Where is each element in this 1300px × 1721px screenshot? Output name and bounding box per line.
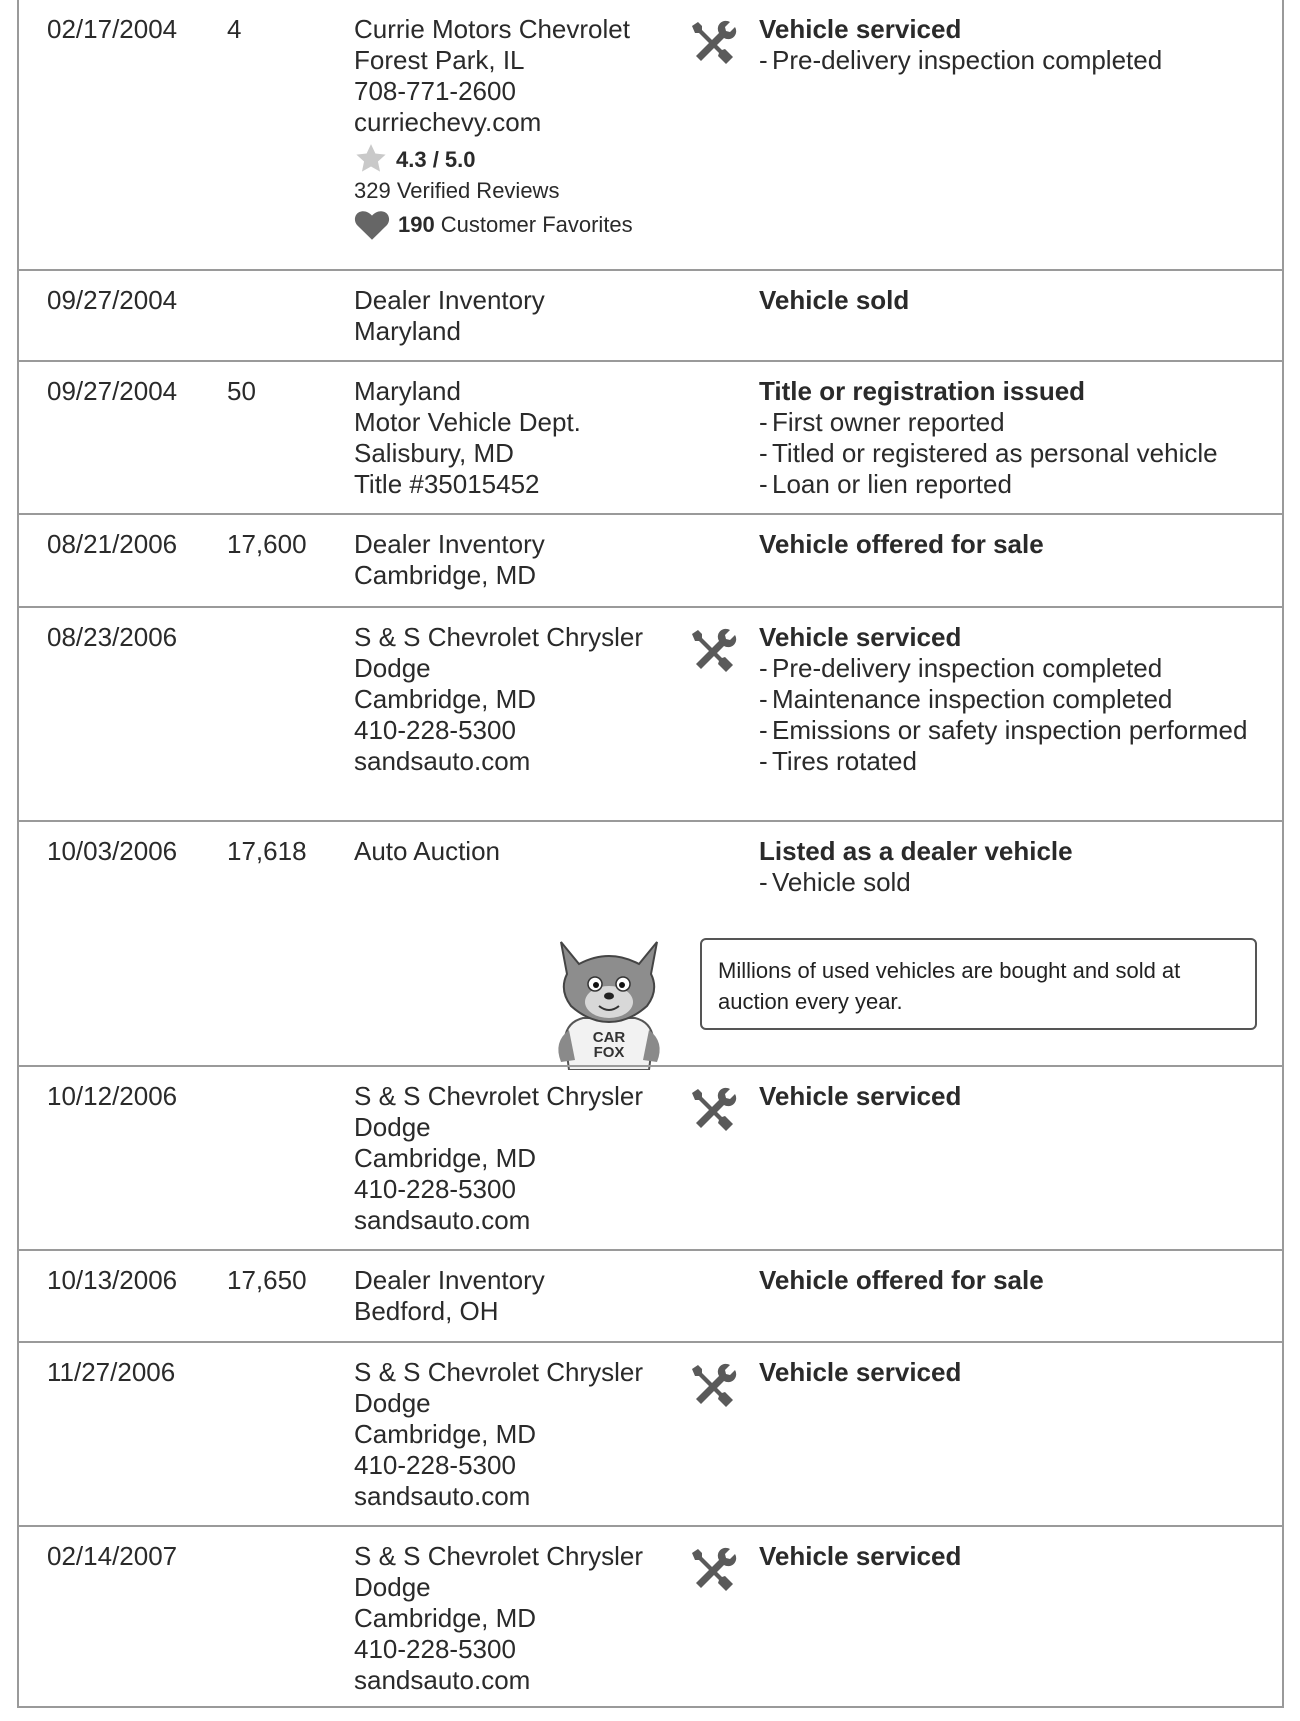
source-phone[interactable]: 410-228-5300 — [354, 1174, 516, 1204]
service-wrench-icon — [686, 18, 738, 70]
source-location: Cambridge, MD — [354, 1143, 537, 1173]
source-phone[interactable]: 410-228-5300 — [354, 715, 516, 745]
source-name[interactable]: S & S Chevrolet Chrysler — [354, 1081, 643, 1111]
event-title: Vehicle serviced — [759, 1357, 962, 1387]
source-name-cont[interactable]: Dodge — [354, 1572, 431, 1602]
record-odometer: 4 — [227, 14, 242, 44]
history-record — [19, 1249, 1282, 1341]
event-detail: - Maintenance inspection completed — [759, 684, 1279, 715]
record-comments — [759, 529, 1279, 560]
source-location: Forest Park, IL — [354, 45, 525, 75]
record-odometer: 17,650 — [227, 1265, 307, 1295]
event-title: Listed as a dealer vehicle — [759, 836, 1073, 866]
record-comments — [759, 285, 1279, 316]
event-detail: - Loan or lien reported — [759, 469, 1279, 500]
history-record — [19, 1341, 1282, 1525]
verified-reviews-link[interactable]: 329 Verified Reviews — [354, 178, 560, 203]
carfox-mascot-image — [539, 930, 679, 1070]
event-title: Title or registration issued — [759, 376, 1086, 406]
record-source — [354, 376, 674, 500]
record-date: 08/23/2006 — [47, 622, 178, 652]
record-comments — [759, 622, 1279, 777]
record-source — [354, 529, 674, 591]
event-detail: - Pre-delivery inspection completed — [759, 45, 1279, 76]
source-location: Cambridge, MD — [354, 1419, 537, 1449]
record-source — [354, 1265, 674, 1327]
event-detail: - Titled or registered as personal vehicle — [759, 438, 1279, 469]
record-comments — [759, 1541, 1279, 1572]
source-name[interactable]: S & S Chevrolet Chrysler — [354, 1541, 643, 1571]
source-name[interactable]: Currie Motors Chevrolet — [354, 14, 630, 44]
record-source — [354, 1357, 674, 1512]
record-date: 02/14/2007 — [47, 1541, 178, 1571]
record-source — [354, 836, 674, 867]
record-date: 09/27/2004 — [47, 376, 178, 406]
source-website[interactable]: sandsauto.com — [354, 746, 531, 776]
source-name[interactable]: S & S Chevrolet Chrysler — [354, 622, 643, 652]
record-date: 02/17/2004 — [47, 14, 178, 44]
source-title-number: Title #35015452 — [354, 469, 540, 499]
event-detail: - Tires rotated — [759, 746, 1279, 777]
history-record — [19, 513, 1282, 606]
vehicle-history-table — [17, 0, 1284, 1708]
source-website[interactable]: curriechevy.com — [354, 107, 542, 137]
source-location: Cambridge, MD — [354, 1603, 537, 1633]
service-wrench-icon — [686, 1361, 738, 1413]
record-source — [354, 1081, 674, 1236]
source-website[interactable]: sandsauto.com — [354, 1205, 531, 1235]
event-title: Vehicle offered for sale — [759, 1265, 1044, 1295]
event-title: Vehicle serviced — [759, 1081, 962, 1111]
rating-value: 4.3 / 5.0 — [396, 146, 476, 172]
source-location: Salisbury, MD — [354, 438, 514, 468]
favorites-label: Customer Favorites — [440, 211, 633, 237]
record-date: 10/13/2006 — [47, 1265, 178, 1295]
record-comments — [759, 836, 1279, 898]
source-name-cont[interactable]: Dodge — [354, 653, 431, 683]
record-date: 10/12/2006 — [47, 1081, 178, 1111]
source-name: Maryland — [354, 376, 461, 406]
record-source — [354, 1541, 674, 1696]
record-comments — [759, 1265, 1279, 1296]
source-location: Maryland — [354, 316, 461, 346]
history-record — [19, 606, 1282, 820]
history-record — [19, 1525, 1282, 1708]
record-odometer: 50 — [227, 376, 256, 406]
record-comments — [759, 1357, 1279, 1388]
event-title: Vehicle offered for sale — [759, 529, 1044, 559]
source-name-cont[interactable]: Dodge — [354, 1388, 431, 1418]
mascot-shirt-text-1: CAR — [592, 1029, 626, 1046]
event-title: Vehicle sold — [759, 285, 910, 315]
heart-icon — [354, 207, 390, 241]
mascot-shirt-text-2: FOX — [593, 1044, 625, 1061]
auction-info-callout: Millions of used vehicles are bought and sold at auction every year. — [700, 938, 1257, 1030]
history-record — [19, 360, 1282, 513]
record-source — [354, 622, 674, 777]
source-phone[interactable]: 410-228-5300 — [354, 1634, 516, 1664]
record-date: 11/27/2006 — [47, 1357, 176, 1387]
source-agency: Motor Vehicle Dept. — [354, 407, 581, 437]
history-record — [19, 1065, 1282, 1249]
source-name[interactable]: S & S Chevrolet Chrysler — [354, 1357, 643, 1387]
source-name: Auto Auction — [354, 836, 500, 866]
event-detail: - Vehicle sold — [759, 867, 1279, 898]
event-title: Vehicle serviced — [759, 14, 962, 44]
service-wrench-icon — [686, 626, 738, 678]
record-date: 08/21/2006 — [47, 529, 178, 559]
source-phone[interactable]: 410-228-5300 — [354, 1450, 516, 1480]
event-title: Vehicle serviced — [759, 622, 962, 652]
favorites-count: 190 — [398, 211, 435, 237]
history-record — [19, 269, 1282, 360]
history-record — [19, 820, 1282, 1065]
service-wrench-icon — [686, 1085, 738, 1137]
source-website[interactable]: sandsauto.com — [354, 1481, 531, 1511]
event-detail: - Emissions or safety inspection performed — [759, 715, 1279, 746]
record-source — [354, 14, 674, 242]
event-detail: - Pre-delivery inspection completed — [759, 653, 1279, 684]
event-detail: - First owner reported — [759, 407, 1279, 438]
source-phone[interactable]: 708-771-2600 — [354, 76, 516, 106]
record-comments — [759, 14, 1279, 76]
record-odometer: 17,618 — [227, 836, 307, 866]
source-name: Dealer Inventory — [354, 285, 545, 315]
dealer-rating[interactable] — [354, 142, 674, 176]
source-location: Bedford, OH — [354, 1296, 499, 1326]
record-comments — [759, 1081, 1279, 1112]
source-name: Dealer Inventory — [354, 529, 545, 559]
record-date: 10/03/2006 — [47, 836, 178, 866]
star-icon — [354, 142, 388, 176]
service-wrench-icon — [686, 1545, 738, 1597]
record-odometer: 17,600 — [227, 529, 307, 559]
source-name: Dealer Inventory — [354, 1265, 545, 1295]
record-date: 09/27/2004 — [47, 285, 178, 315]
source-website[interactable]: sandsauto.com — [354, 1665, 531, 1695]
source-location: Cambridge, MD — [354, 684, 537, 714]
source-location: Cambridge, MD — [354, 560, 537, 590]
customer-favorites[interactable] — [354, 206, 674, 242]
history-record — [19, 0, 1282, 269]
event-title: Vehicle serviced — [759, 1541, 962, 1571]
record-comments — [759, 376, 1279, 500]
source-name-cont[interactable]: Dodge — [354, 1112, 431, 1142]
record-source — [354, 285, 674, 347]
